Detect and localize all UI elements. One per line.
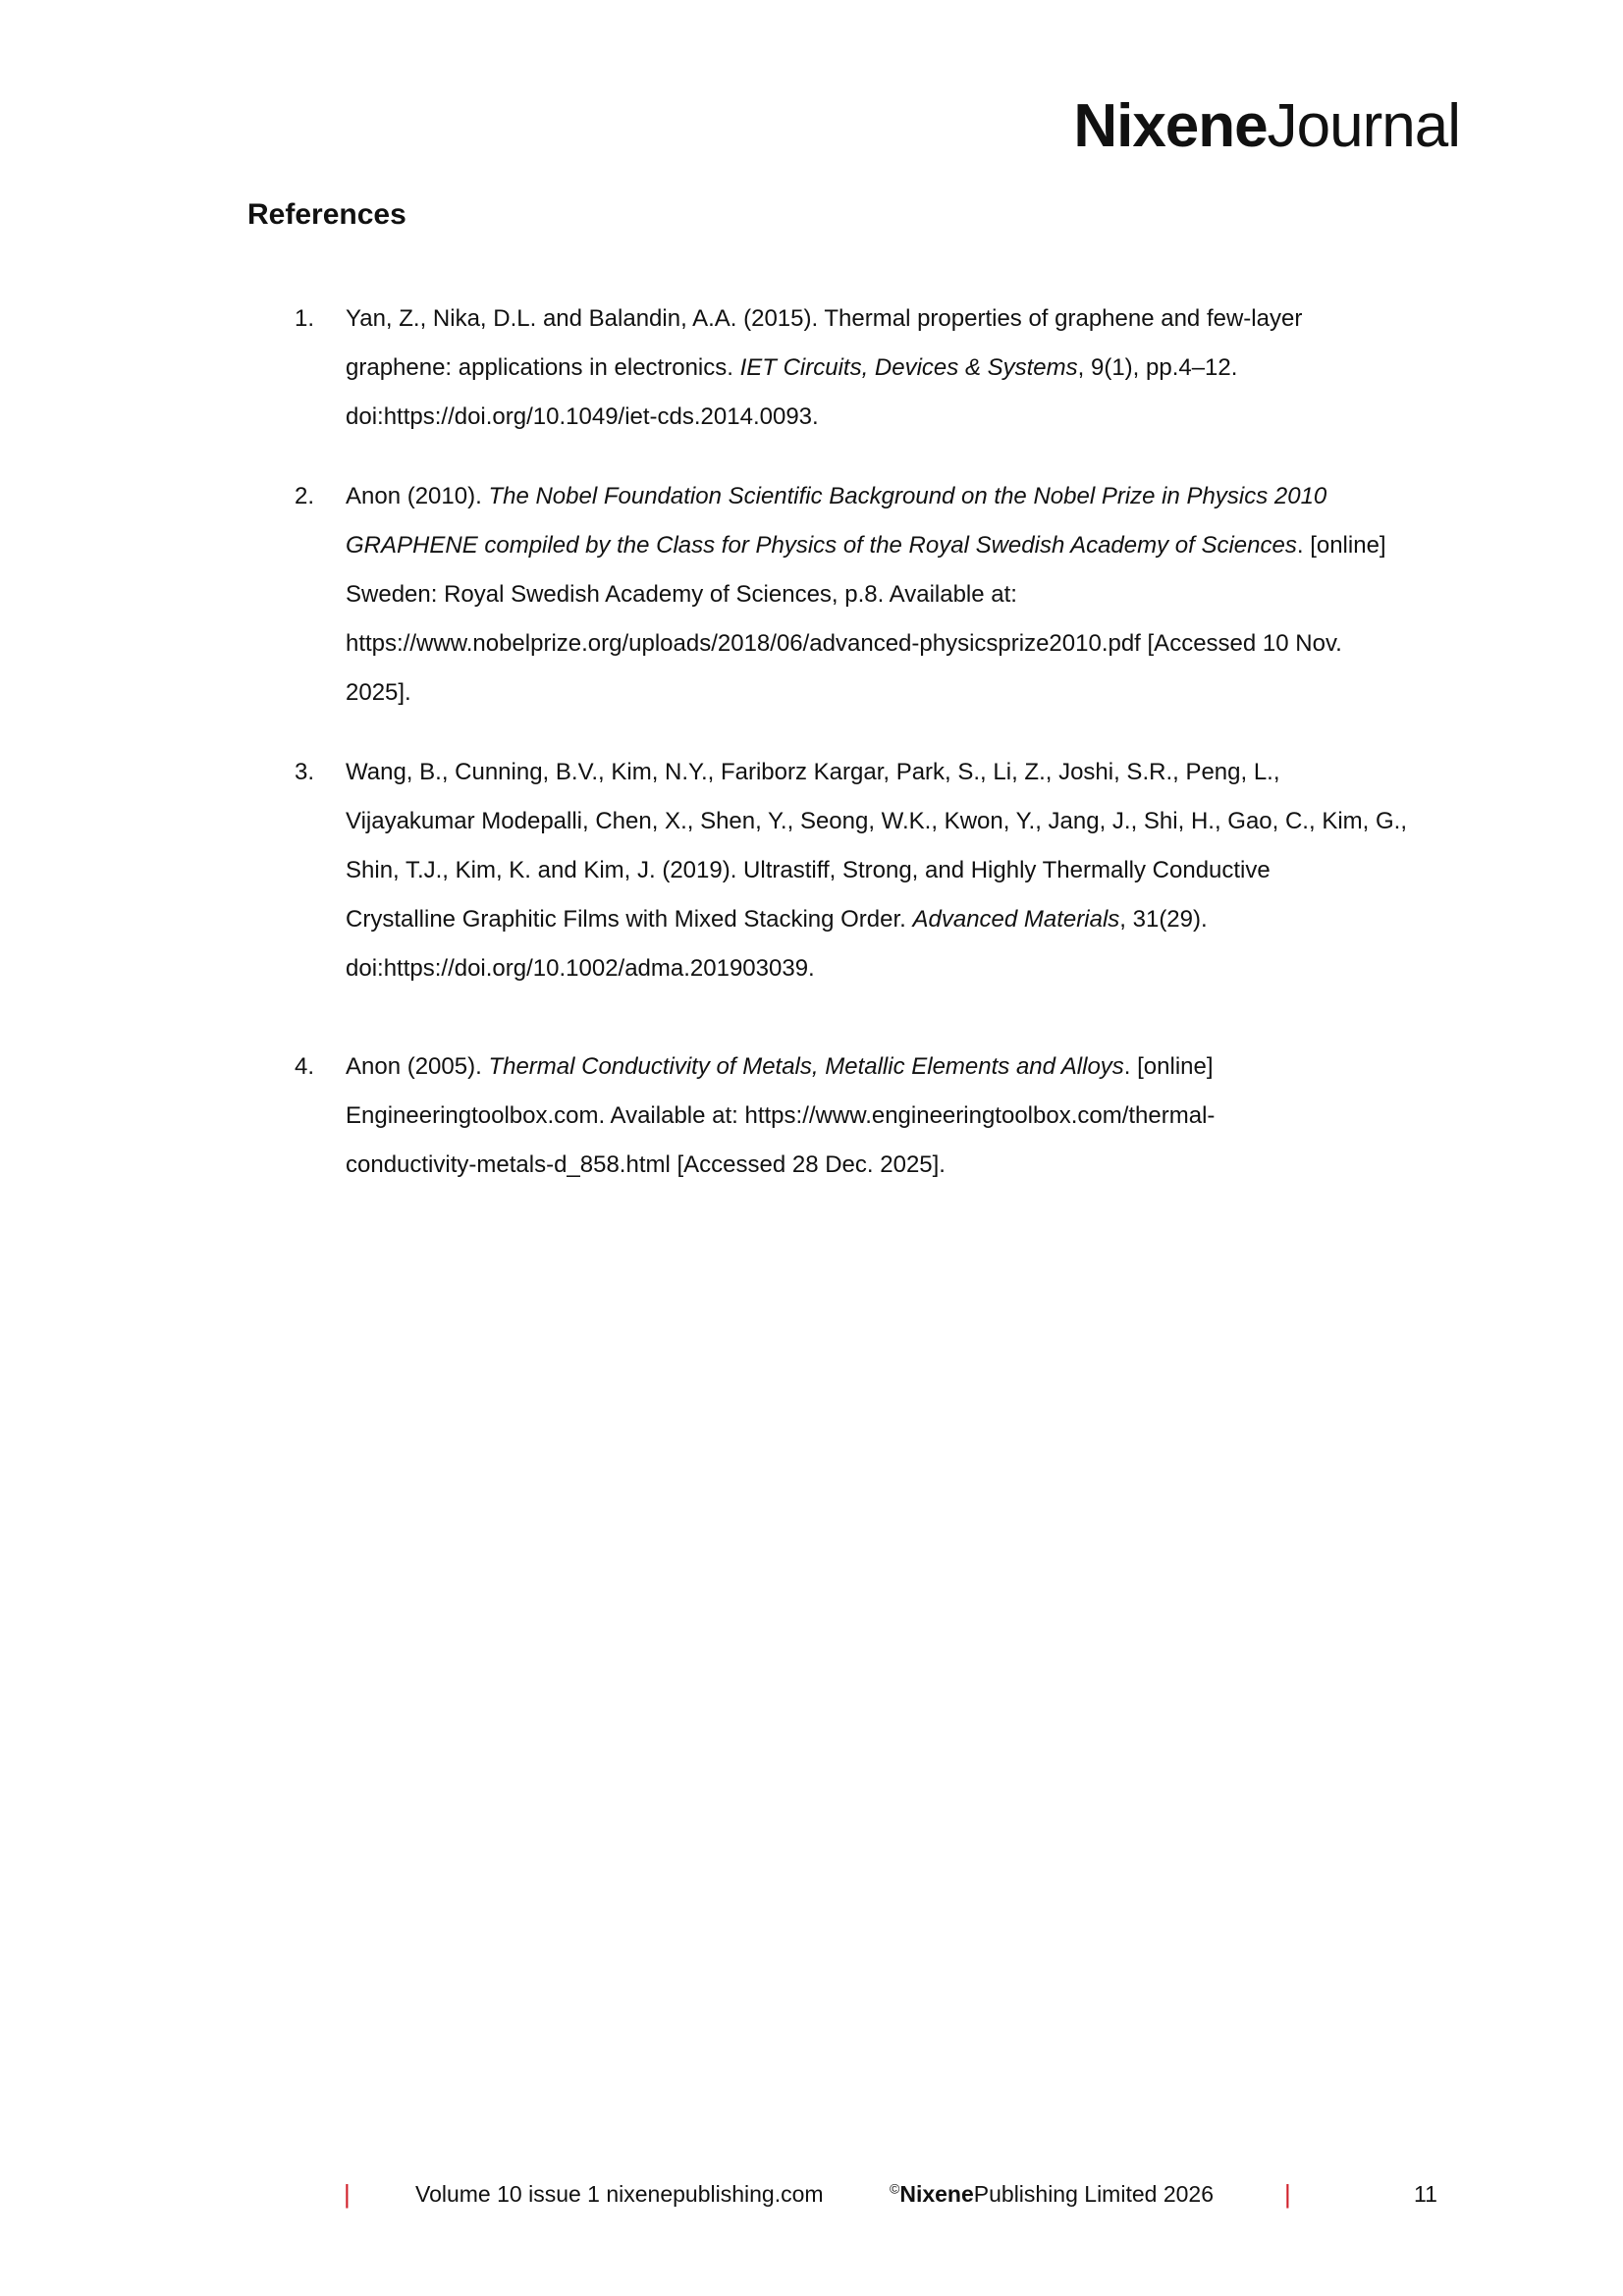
reference-plain-text: conductivity-metals-d_858.html [Accessed 28 Dec. 2025]. [346,1151,946,1178]
references-heading: References [247,198,406,231]
footer-separator-right: | [1284,2179,1291,2209]
reference-italic-title: GRAPHENE compiled by the Class for Physics of the Royal Swedish Academy of Sciences [346,532,1297,559]
reference-line [346,797,1445,846]
page-footer [0,2179,1623,2218]
footer-separator-left: | [344,2179,351,2209]
reference-line [346,344,1445,393]
copyright-brand: Nixene [899,2181,974,2207]
reference-line [346,294,1445,344]
reference-line [346,393,1445,442]
footer-copyright [890,2181,1214,2208]
reference-line [346,1141,1445,1190]
reference-line [346,748,1445,797]
reference-text [346,1042,1445,1190]
reference-italic-title: Advanced Materials [912,906,1120,933]
reference-text [346,294,1445,442]
reference-line [346,668,1445,718]
reference-plain-text: . [online] [1123,1053,1214,1080]
reference-text [346,748,1445,993]
reference-plain-text: , 31(29). [1119,906,1208,933]
reference-plain-text: https://www.nobelprize.org/uploads/2018/06/advanced-physicsprize2010.pdf [Accessed 10 Nov. [346,630,1342,657]
reference-plain-text: Crystalline Graphitic Films with Mixed Stacking Order. [346,906,913,933]
reference-italic-title: Thermal Conductivity of Metals, Metallic Elements and Alloys [488,1053,1124,1080]
reference-text [346,472,1445,718]
reference-line [346,1042,1445,1092]
reference-line [346,1092,1445,1141]
reference-plain-text: 2025]. [346,679,411,706]
footer-volume-info: Volume 10 issue 1 nixenepublishing.com [415,2181,824,2207]
reference-plain-text: doi:https://doi.org/10.1002/adma.201903039. [346,955,815,982]
reference-plain-text: Shin, T.J., Kim, K. and Kim, J. (2019). Ultrastiff, Strong, and Highly Thermally Conductive [346,857,1271,883]
reference-line [346,619,1445,668]
reference-line [346,521,1445,570]
reference-line [346,846,1445,895]
reference-plain-text: Wang, B., Cunning, B.V., Kim, N.Y., Fariborz Kargar, Park, S., Li, Z., Joshi, S.R., Peng, L., [346,759,1280,785]
reference-number: 4. [295,1053,315,1080]
reference-number: 3. [295,759,315,785]
reference-plain-text: Engineeringtoolbox.com. Available at: https://www.engineeringtoolbox.com/thermal- [346,1102,1216,1129]
reference-plain-text: Anon (2010). [346,483,489,509]
nixene-journal-logo [1073,92,1460,160]
page-number: 11 [1414,2181,1437,2207]
reference-plain-text: Anon (2005). [346,1053,489,1080]
copyright-symbol: © [890,2180,900,2197]
logo-light-text: Journal [1267,92,1460,160]
logo-bold-text: Nixene [1073,92,1268,160]
reference-plain-text: . [online] [1296,532,1386,559]
reference-line [346,472,1445,521]
reference-plain-text: , 9(1), pp.4–12. [1077,354,1238,381]
reference-line [346,944,1445,993]
reference-plain-text: Sweden: Royal Swedish Academy of Sciences, p.8. Available at: [346,581,1017,608]
reference-line [346,895,1445,944]
reference-plain-text: Vijayakumar Modepalli, Chen, X., Shen, Y., Seong, W.K., Kwon, Y., Jang, J., Shi, H., Gao, C., Kim, G., [346,808,1407,834]
reference-plain-text: doi:https://doi.org/10.1049/iet-cds.2014.0093. [346,403,819,430]
reference-number: 2. [295,483,315,509]
copyright-text: Publishing Limited 2026 [973,2181,1214,2207]
reference-number: 1. [295,305,315,332]
reference-italic-title: IET Circuits, Devices & Systems [739,354,1078,381]
reference-plain-text: graphene: applications in electronics. [346,354,740,381]
reference-plain-text: Yan, Z., Nika, D.L. and Balandin, A.A. (2015). Thermal properties of graphene and few-layer [346,305,1303,332]
reference-italic-title: The Nobel Foundation Scientific Background on the Nobel Prize in Physics 2010 [488,483,1327,509]
reference-line [346,570,1445,619]
